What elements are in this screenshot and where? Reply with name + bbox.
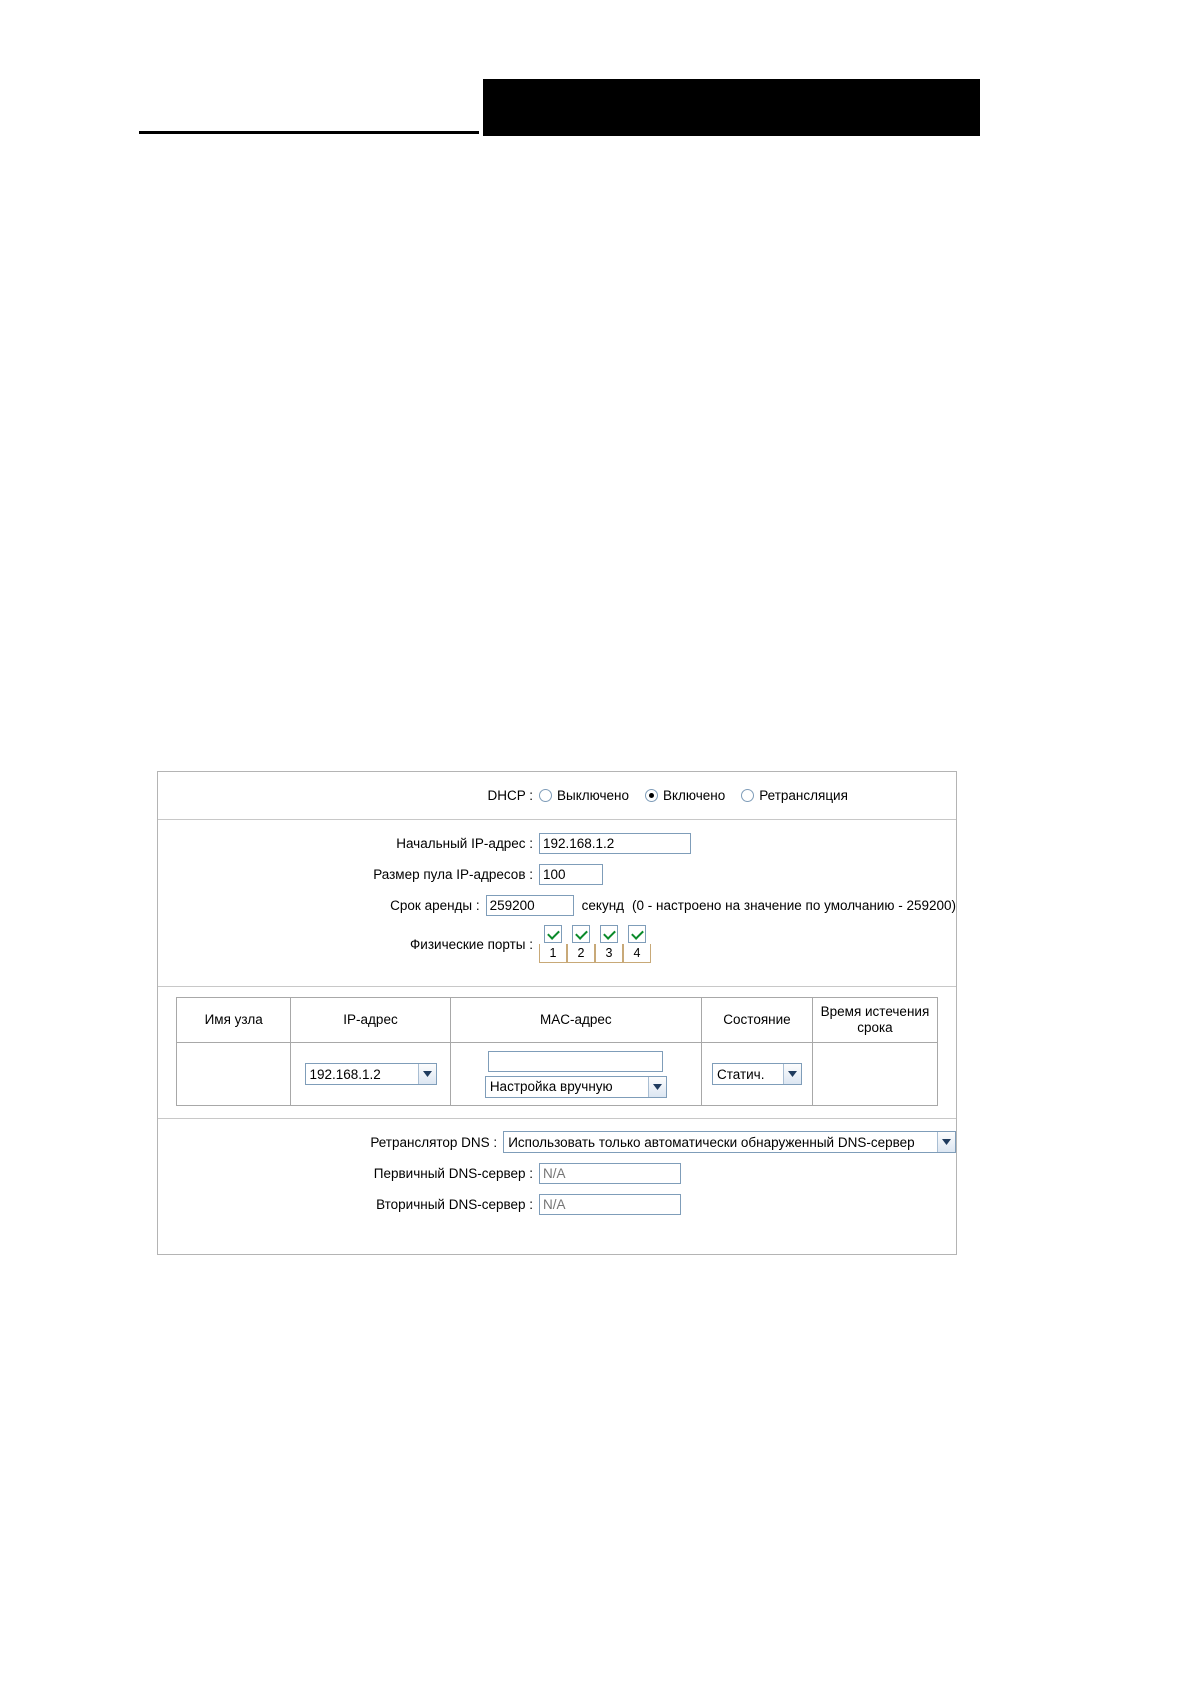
pool-size-label: Размер пула IP-адресов : — [373, 866, 533, 882]
table-row — [177, 1043, 938, 1106]
chevron-down-icon-state[interactable] — [783, 1064, 801, 1084]
lease-time-hint: (0 - настроено на значение по умолчанию - 259200) — [632, 897, 956, 913]
dns-section — [158, 1119, 956, 1238]
secondary-dns-row — [158, 1193, 956, 1215]
primary-dns-label: Первичный DNS-сервер : — [373, 1165, 533, 1181]
lease-time-row — [158, 894, 956, 916]
check-icon-port-1[interactable] — [544, 925, 562, 943]
secondary-dns-input[interactable] — [539, 1194, 681, 1215]
physical-ports-group — [539, 925, 651, 963]
physical-port-1-label: 1 — [539, 944, 567, 963]
column-header-ip: IP-адрес — [291, 998, 450, 1043]
mac-mode-select-value: Настройка вручную — [489, 1079, 613, 1094]
physical-port-3[interactable] — [595, 925, 623, 963]
radio-circle-relay[interactable] — [741, 789, 754, 802]
column-header-mac: MAC-адрес — [450, 998, 701, 1043]
physical-ports-row — [158, 925, 956, 963]
start-ip-input[interactable] — [539, 833, 691, 854]
dhcp-parameters-section — [158, 820, 956, 987]
ip-address-select[interactable] — [305, 1063, 437, 1085]
column-header-expiry: Время истечения срока — [812, 998, 937, 1043]
lease-time-label: Срок аренды : — [390, 897, 480, 913]
cell-state — [702, 1043, 813, 1106]
mac-address-input[interactable] — [488, 1051, 663, 1072]
header-banner-block — [483, 79, 980, 136]
lease-time-unit: секунд — [581, 897, 625, 913]
dhcp-radio-disabled[interactable] — [539, 788, 629, 803]
dhcp-radio-enabled-label: Включено — [662, 788, 726, 803]
cell-expiry — [812, 1043, 937, 1106]
dhcp-mode-section — [158, 772, 956, 820]
dns-relay-select-value: Использовать только автоматически обнаруженный DNS-сервер — [508, 1134, 915, 1150]
lease-state-select-value: Статич. — [716, 1066, 765, 1082]
dhcp-radio-relay-label: Ретрансляция — [759, 788, 848, 803]
ip-address-select-value: 192.168.1.2 — [309, 1066, 381, 1082]
physical-port-2-label: 2 — [567, 944, 595, 963]
physical-port-1[interactable] — [539, 925, 567, 963]
chevron-down-icon-dns[interactable] — [937, 1132, 955, 1152]
check-icon-port-4[interactable] — [628, 925, 646, 943]
chevron-down-icon-mac[interactable] — [648, 1077, 666, 1097]
column-header-host: Имя узла — [177, 998, 291, 1043]
dns-relay-row — [158, 1131, 956, 1153]
physical-ports-label: Физические порты : — [410, 936, 533, 952]
cell-host — [177, 1043, 291, 1106]
radio-circle-disabled[interactable] — [539, 789, 552, 802]
lease-state-select[interactable] — [712, 1063, 802, 1085]
mac-cell-stack — [456, 1051, 696, 1098]
cell-mac — [450, 1043, 701, 1106]
physical-port-4[interactable] — [623, 925, 651, 963]
lease-time-input[interactable] — [486, 895, 574, 916]
table-header-row — [177, 998, 938, 1043]
dns-relay-label: Ретранслятор DNS : — [370, 1134, 498, 1150]
pool-size-input[interactable] — [539, 864, 603, 885]
mac-mode-select[interactable] — [485, 1076, 667, 1098]
check-icon-port-2[interactable] — [572, 925, 590, 943]
start-ip-row — [158, 832, 956, 854]
dhcp-settings-panel — [157, 771, 957, 1255]
static-lease-table-section — [158, 987, 956, 1119]
check-icon-port-3[interactable] — [600, 925, 618, 943]
primary-dns-row — [158, 1162, 956, 1184]
dns-relay-select[interactable] — [503, 1131, 956, 1153]
chevron-down-icon-ip[interactable] — [418, 1064, 436, 1084]
dhcp-label: DHCP : — [487, 788, 533, 803]
secondary-dns-label: Вторичный DNS-сервер : — [376, 1196, 533, 1212]
dhcp-mode-radio-group — [539, 788, 848, 803]
dhcp-radio-enabled[interactable] — [645, 788, 725, 803]
start-ip-label: Начальный IP-адрес : — [396, 835, 533, 851]
physical-port-4-label: 4 — [623, 944, 651, 963]
dhcp-radio-disabled-label: Выключено — [557, 788, 629, 803]
dhcp-radio-relay[interactable] — [741, 788, 848, 803]
header-rule — [139, 131, 479, 134]
pool-size-row — [158, 863, 956, 885]
cell-ip — [291, 1043, 450, 1106]
static-lease-table — [176, 997, 938, 1106]
physical-port-3-label: 3 — [595, 944, 623, 963]
primary-dns-input[interactable] — [539, 1163, 681, 1184]
radio-circle-enabled[interactable] — [645, 789, 658, 802]
column-header-state: Состояние — [702, 998, 813, 1043]
physical-port-2[interactable] — [567, 925, 595, 963]
